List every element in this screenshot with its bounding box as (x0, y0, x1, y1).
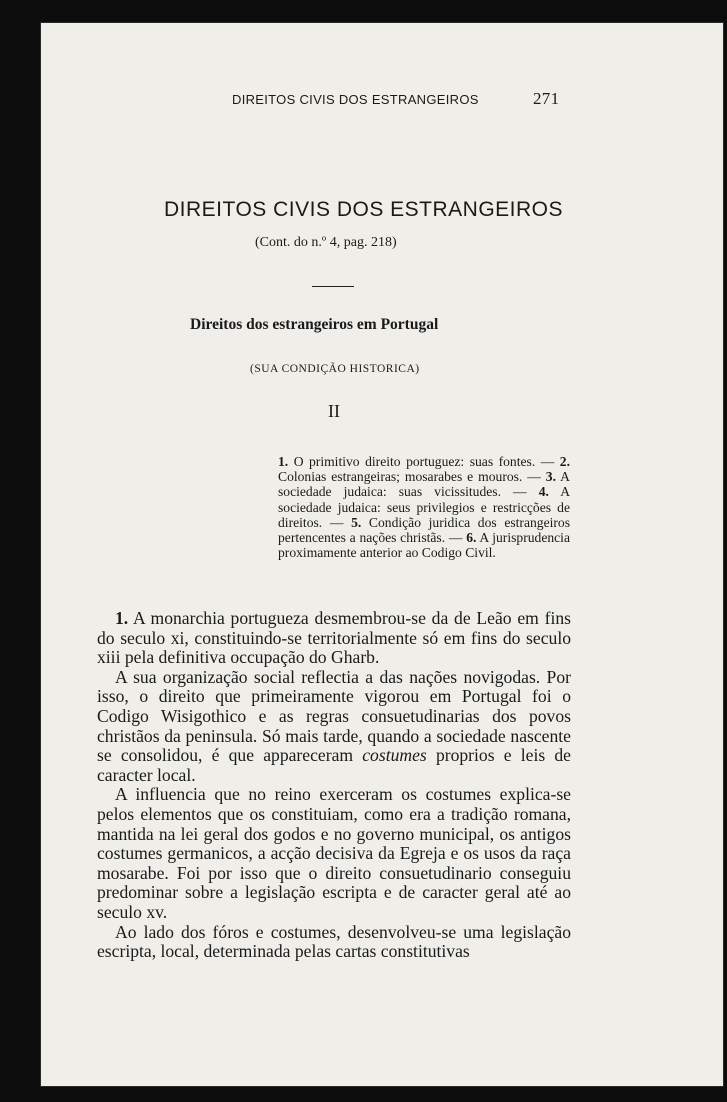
summary-number: 3. (545, 469, 556, 485)
summary-item: Condição juridica dos estrangeiros pertencentes a nações christãs. (278, 514, 570, 546)
summary-item: Colonias estrangeiras; mosarabes e mouros. (278, 469, 523, 485)
paragraph-text: A monarchia portugueza desmembrou-se da de Leão em fins do seculo xi, constituindo-se territorialmente só em fins do seculo xiii pela definitiva occupação do Gharb. (97, 608, 571, 668)
paragraph (97, 785, 571, 922)
summary-number: 1. (278, 454, 289, 469)
summary-item: A sociedade judaica: seus privilegios e restricções de direitos. (278, 484, 571, 530)
chapter-number: II (328, 401, 340, 421)
paragraph (97, 668, 571, 786)
paragraph-text: A influencia que no reino exerceram os costumes explica-se pelos elementos que os constituiam, como era a tradição romana, mantida na lei geral dos godos e no governo municipal, os antigos costumes germanicos, a acção decisiva da Egreja e os usos da raça mosarabe. Foi por isso que o direito consuetudinario conseguiu predominar sobre a legislação escripta e de caracter geral até ao seculo xv. (97, 784, 571, 922)
chapter-summary: 1. O primitivo direito portuguez: suas fontes. — 2. Colonias estrangeiras; mosarabes e mouros. — 3. A sociedade judaica: suas vicissitudes. — 4. A sociedade judaica: seus privilegios e restricções de direitos. — 5. Condição juridica dos estrangeiros pertencentes a nações christãs. — 6. A jurisprudencia proximamente anterior ao Codigo Civil. (278, 454, 571, 561)
article-title: DIREITOS CIVIS DOS ESTRANGEIROS (164, 198, 564, 221)
paragraph-number: 1. (115, 608, 129, 628)
paragraph-text: proprios e leis de caracter local. (97, 745, 571, 785)
summary-number: 6. (466, 530, 477, 546)
emphasis: costumes (362, 745, 427, 766)
summary-item: O primitivo direito portuguez: suas fontes. (293, 454, 536, 469)
paragraph-text: Ao lado dos fóros e costumes, desenvolveu-se uma legislação escripta, local, determinada pelas cartas constitutivas (97, 921, 571, 962)
paragraph (97, 609, 571, 668)
running-head-title: DIREITOS CIVIS DOS ESTRANGEIROS (232, 92, 479, 107)
paragraph (97, 923, 571, 962)
summary-item: A jurisprudencia proximamente anterior ao Codigo Civil. (278, 530, 570, 561)
divider (312, 286, 354, 287)
summary-item: A sociedade judaica: suas vicissitudes. (278, 469, 570, 500)
summary-number: 4. (538, 484, 549, 500)
body-text (97, 609, 571, 962)
section-subtitle: (SUA CONDIÇÃO HISTORICA) (250, 363, 420, 375)
page-number: 271 (533, 89, 560, 108)
continuation-note: (Cont. do n.º 4, pag. 218) (255, 235, 397, 250)
summary-number: 2. (559, 454, 570, 469)
section-title: Direitos dos estrangeiros em Portugal (190, 316, 439, 333)
book-page (40, 22, 724, 1087)
summary-number: 5. (351, 514, 362, 530)
paragraph-text: A sua organização social reflectia a das nações novigodas. Por isso, o direito que primeiramente vigorou em Portugal foi o Codigo Wisigothico e as regras consuetudinarias dos povos christãos da peninsula. Só mais tarde, quando a sociedade nascente se consolidou, é que appareceram (97, 666, 571, 766)
